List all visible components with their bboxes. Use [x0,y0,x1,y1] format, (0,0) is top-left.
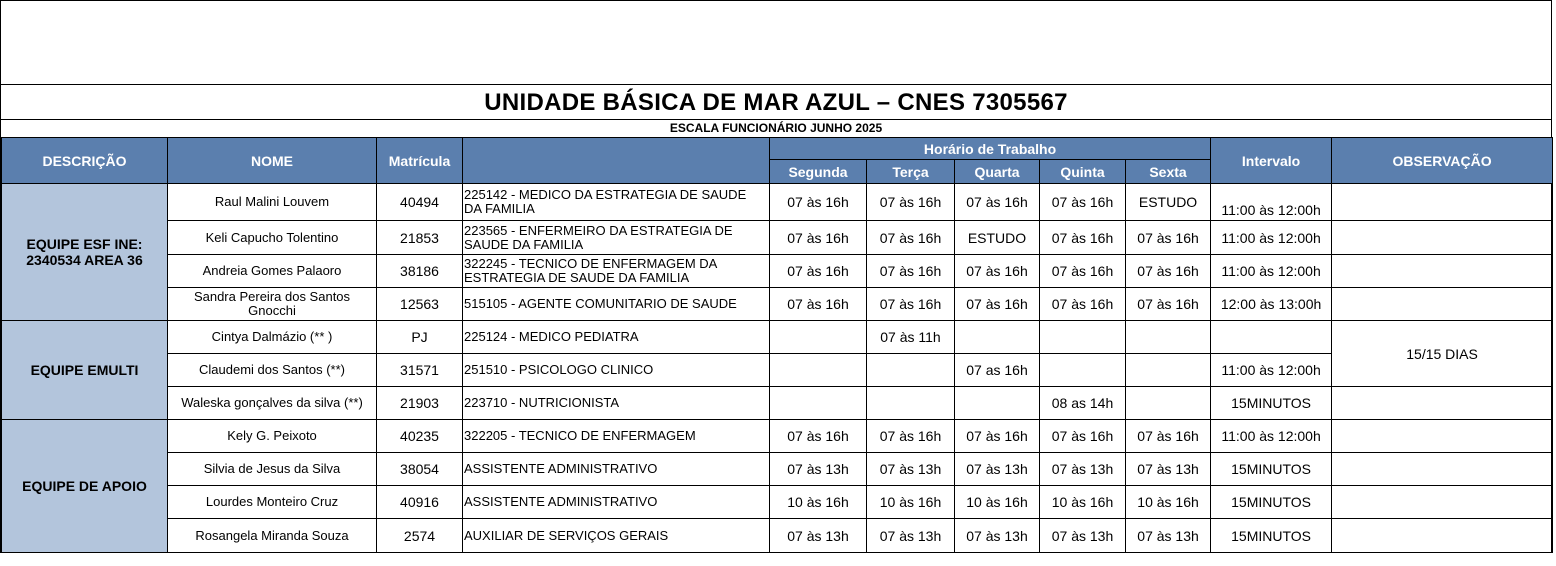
day-schedule: 07 às 13h [770,453,867,486]
employee-name: Cintya Dalmázio (** ) [168,321,377,354]
day-schedule [955,387,1040,420]
day-schedule: 07 às 16h [955,420,1040,453]
day-schedule [1040,354,1126,387]
break-interval: 12:00 às 13:00h [1211,288,1332,321]
day-schedule: 07 às 13h [770,519,867,553]
header-day: Segunda [770,160,867,184]
day-schedule: 07 às 16h [955,255,1040,288]
employee-name: Claudemi dos Santos (**) [168,354,377,387]
day-schedule: 07 às 16h [1040,420,1126,453]
day-schedule [867,354,955,387]
break-interval [1211,321,1332,354]
table-row [2,519,1553,553]
employee-cargo: ASSISTENTE ADMINISTRATIVO [463,453,770,486]
day-schedule: 10 às 16h [955,486,1040,519]
table-row [2,321,1553,354]
day-schedule: 07 às 16h [1040,288,1126,321]
break-interval: 15MINUTOS [1211,453,1332,486]
day-schedule: 07 às 16h [770,420,867,453]
header-observacao: OBSERVAÇÃO [1332,138,1553,184]
day-schedule [770,321,867,354]
observation [1332,420,1553,453]
day-schedule: 07 as 16h [955,354,1040,387]
table-row [2,255,1553,288]
page-title: UNIDADE BÁSICA DE MAR AZUL – CNES 7305567 [1,85,1551,120]
day-schedule [770,354,867,387]
employee-matricula: 40235 [377,420,463,453]
day-schedule: 07 às 13h [1040,453,1126,486]
day-schedule [1040,321,1126,354]
table-row [2,486,1553,519]
day-schedule: 07 às 13h [1126,519,1211,553]
day-schedule: 07 às 13h [867,519,955,553]
day-schedule: ESTUDO [1126,184,1211,221]
group-label: EQUIPE ESF INE: 2340534 AREA 36 [2,184,168,321]
break-interval: 11:00 às 12:00h [1211,354,1332,387]
header-day: Sexta [1126,160,1211,184]
day-schedule: 07 às 16h [955,184,1040,221]
observation [1332,486,1553,519]
day-schedule: 07 às 13h [1040,519,1126,553]
day-schedule: 10 às 16h [1126,486,1211,519]
header-cargo [463,138,770,184]
day-schedule: 10 às 16h [1040,486,1126,519]
day-schedule [1126,321,1211,354]
day-schedule: 07 às 16h [867,288,955,321]
employee-name: Rosangela Miranda Souza [168,519,377,553]
day-schedule: 07 às 16h [1126,420,1211,453]
observation [1332,184,1553,221]
day-schedule: 07 às 13h [867,453,955,486]
day-schedule: 07 às 16h [867,221,955,255]
break-interval: 11:00 às 12:00h [1211,255,1332,288]
day-schedule: 07 às 16h [955,288,1040,321]
observation [1332,221,1553,255]
day-schedule: 07 às 13h [955,453,1040,486]
employee-name: Raul Malini Louvem [168,184,377,221]
header-day: Quinta [1040,160,1126,184]
employee-cargo: 223710 - NUTRICIONISTA [463,387,770,420]
day-schedule: 07 às 16h [867,255,955,288]
employee-cargo: 223565 - ENFERMEIRO DA ESTRATEGIA DE SAUDE DA FAMILIA [463,221,770,255]
header-day: Quarta [955,160,1040,184]
break-interval: 11:00 às 12:00h [1211,420,1332,453]
day-schedule: 08 as 14h [1040,387,1126,420]
break-interval: 11:00 às 12:00h [1211,221,1332,255]
employee-name: Lourdes Monteiro Cruz [168,486,377,519]
employee-matricula: 12563 [377,288,463,321]
employee-cargo: 225142 - MEDICO DA ESTRATEGIA DE SAUDE DA FAMILIA [463,184,770,221]
group-label: EQUIPE EMULTI [2,321,168,420]
schedule-table [1,137,1553,553]
table-row [2,420,1553,453]
employee-name: Waleska gonçalves da silva (**) [168,387,377,420]
header-horario: Horário de Trabalho [770,138,1211,160]
employee-matricula: 38186 [377,255,463,288]
employee-cargo: 515105 - AGENTE COMUNITARIO DE SAUDE [463,288,770,321]
employee-matricula: 21853 [377,221,463,255]
day-schedule: 07 às 16h [1040,255,1126,288]
employee-name: Sandra Pereira dos Santos Gnocchi [168,288,377,321]
day-schedule: 10 às 16h [867,486,955,519]
employee-cargo: AUXILIAR DE SERVIÇOS GERAIS [463,519,770,553]
day-schedule: ESTUDO [955,221,1040,255]
day-schedule: 07 às 11h [867,321,955,354]
employee-matricula: 40494 [377,184,463,221]
employee-matricula: 40916 [377,486,463,519]
table-row [2,184,1553,221]
employee-matricula: PJ [377,321,463,354]
employee-name: Silvia de Jesus da Silva [168,453,377,486]
table-row [2,221,1553,255]
day-schedule: 07 às 16h [770,221,867,255]
day-schedule: 07 às 13h [955,519,1040,553]
day-schedule: 07 às 16h [867,184,955,221]
day-schedule: 07 às 16h [770,184,867,221]
header-day: Terça [867,160,955,184]
day-schedule: 07 às 16h [1126,221,1211,255]
header-descricao: DESCRIÇÃO [2,138,168,184]
employee-matricula: 21903 [377,387,463,420]
employee-matricula: 38054 [377,453,463,486]
observation: 15/15 DIAS [1332,321,1553,387]
table-row [2,453,1553,486]
observation [1332,453,1553,486]
header-intervalo: Intervalo [1211,138,1332,184]
day-schedule: 07 às 13h [1126,453,1211,486]
employee-cargo: 225124 - MEDICO PEDIATRA [463,321,770,354]
day-schedule: 07 às 16h [770,255,867,288]
employee-name: Keli Capucho Tolentino [168,221,377,255]
day-schedule: 10 às 16h [770,486,867,519]
observation [1332,255,1553,288]
page-subtitle: ESCALA FUNCIONÁRIO JUNHO 2025 [669,121,883,135]
day-schedule [955,321,1040,354]
day-schedule [867,387,955,420]
header-matricula: Matrícula [377,138,463,184]
employee-cargo: 251510 - PSICOLOGO CLINICO [463,354,770,387]
employee-cargo: 322205 - TECNICO DE ENFERMAGEM [463,420,770,453]
day-schedule [1126,387,1211,420]
table-row [2,387,1553,420]
schedule-body [2,184,1553,553]
day-schedule: 07 às 16h [1126,288,1211,321]
break-interval: 15MINUTOS [1211,519,1332,553]
employee-cargo: ASSISTENTE ADMINISTRATIVO [463,486,770,519]
day-schedule: 07 às 16h [867,420,955,453]
employee-name: Kely G. Peixoto [168,420,377,453]
table-row [2,354,1553,387]
observation [1332,519,1553,553]
employee-matricula: 31571 [377,354,463,387]
break-interval: 11:00 às 12:00h [1211,184,1332,221]
observation [1332,387,1553,420]
observation [1332,288,1553,321]
header-nome: NOME [168,138,377,184]
blank-header-area [1,1,1551,85]
break-interval: 15MINUTOS [1211,486,1332,519]
employee-cargo: 322245 - TECNICO DE ENFERMAGEM DA ESTRATEGIA DE SAUDE DA FAMILIA [463,255,770,288]
day-schedule: 07 às 16h [1126,255,1211,288]
group-label: EQUIPE DE APOIO [2,420,168,553]
table-row [2,288,1553,321]
employee-matricula: 2574 [377,519,463,553]
break-interval: 15MINUTOS [1211,387,1332,420]
employee-name: Andreia Gomes Palaoro [168,255,377,288]
day-schedule: 07 às 16h [770,288,867,321]
day-schedule [770,387,867,420]
day-schedule: 07 às 16h [1040,221,1126,255]
day-schedule: 07 às 16h [1040,184,1126,221]
day-schedule [1126,354,1211,387]
